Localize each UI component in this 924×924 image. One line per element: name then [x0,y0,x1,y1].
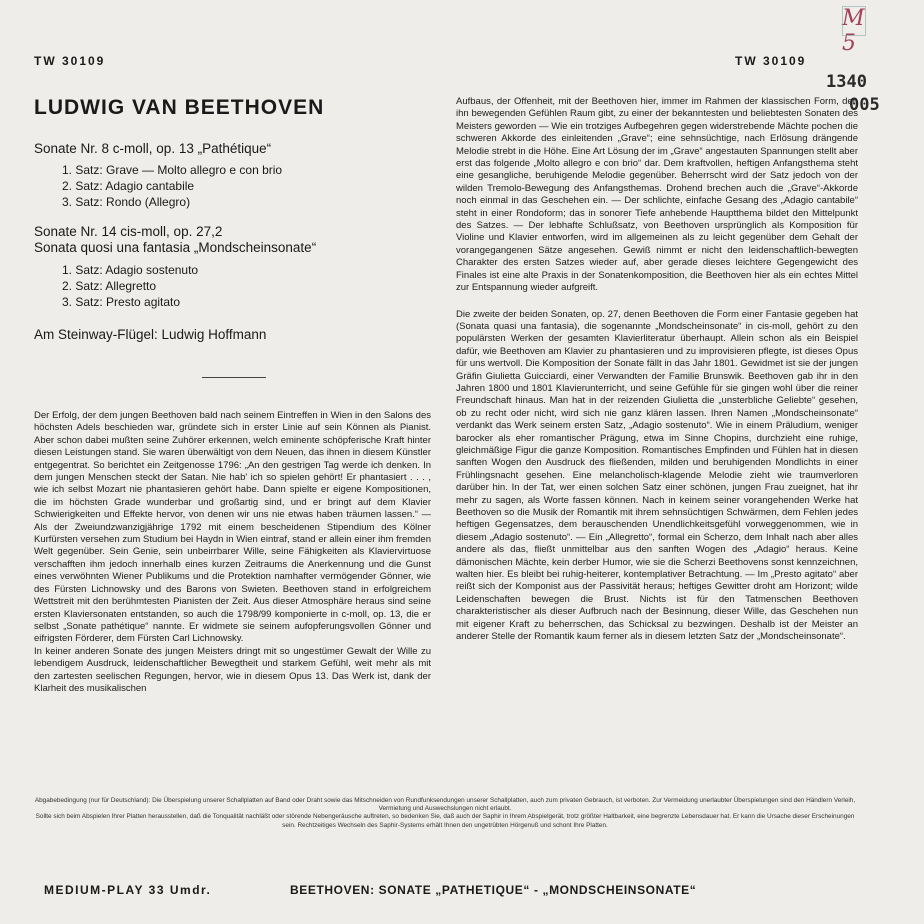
paragraph: Die zweite der beiden Sonaten, op. 27, denen Beethoven die Form einer Fantasie gegeben hat (Sonata quasi una fantasia), die sogenannte „Mondscheinsonate“ in cis-moll, gehört zu den populärsten Werken der gesamten Klavierliteratur überhaupt. Allein schon als ein Beispiel dafür, wie Beethoven am Klavier zu phantasieren und zu improvisieren pflegte, ist dieses Opus für uns wertvoll. Die Komposition der Sonate fällt in das Jahr 1801. Gewidmet ist sie der jungen Gräfin Giulietta Guicciardi, einer Verwandten der Familie Brunswik. Beethoven gab ihr in den Jahren 1800 und 1801 Klavierunterricht, und seine Gefühle für sie gingen wohl über die reiner Freundschaft hinaus. Man hat in der reizenden Giulietta die „unsterbliche Geliebte“ gesehen, ob zu recht oder nicht, wird sich nie ganz klären lassen. Ihren Namen „Mondscheinsonate“ verdankt das Werk seinem ersten Satz, „Adagio sostenuto“. Wie in einem Präludium, weniger barocker als eher romantischer Prägung, etwa im Sinne Chopins, durchzieht eine ruhige, gleichmäßige Figur die ganze Komposition. Romantisches Empfinden und Fühlen hat in diesen sanften Wogen den Ausdruck des fließenden, milden und beruhigenden Mondlichts in einer Frühlingsnacht gesehen. Eine melancholisch-klagende Melodie zieht wie traumverloren darüber hin. In der Tat, wer einen solchen Satz einer schönen, jungen Frau zueignet, hat ihr mehr zu sagen, als Worte fassen können. Nach in keinem seiner vorangehenden Werke hat Beethoven so die Musik der Romantik mit ihrem sehnsüchtigen Schwärmen, dem Fehlen jedes heftigen Gegensatzes, dem berauschenden Unendlichkeitsgefühl vorweggenommen, wie in diesem „Adagio sostenuto“. — Ein „Allegretto“, formal ein Scherzo, dem Inhalt nach aber alles andere als das, fließt unmittelbar aus den sanften Wogen des „Adagio“ heraus. Keine dämonischen Mächte, kein derber Humor, wie sie die Scherzi Beethovens sonst kennzeichnen, walten hier. Es bleibt bei ruhig-heiterer, kontemplativer Betrachtung. — Im „Presto agitato“ aber reißt sich der Komponist aus der Passivität heraus; heftiges Gewitter droht am Horizont; wilde Leidenschaften bewegen die Brust. Nichts ist für den Tatmenschen Beethoven charakteristischer als dieser Aufbruch nach der Besinnung, dieser Wille, das Geschehen nun mit eigener Kraft zu beherrschen, das Schicksal zu bezwingen. Deshalb ist der Meister an anderer Stelle der Romantik kaum ferner als in diesem letzten Satz der „Mondscheinsonate“. [456,308,858,643]
movement-item: 2. Satz: Allegretto [62,279,157,293]
pencil-mark-text: M 5 [842,6,873,56]
movement-item: 1. Satz: Adagio sostenuto [62,263,199,277]
sonata-1-movements [34,162,414,210]
handwritten-suffix: 005 [849,95,880,115]
movement-item: 1. Satz: Grave — Molto allegro e con brio [62,163,283,177]
care-paragraph: Sollte sich beim Abspielen Ihrer Platten herausstellen, daß die Tonqualität nachläßt oder störende Nebengeräusche auftreten, so bedenken Sie, daß auch der Saphir in Ihrem Abspielgerät, trotz größter Haltbarkeit, eine begrenzte Lebensdauer hat. Er kann die Ursache dieser Erscheinungen sein. Rechtzeitiges Wechseln des Saphir-Systems erhält Ihnen den ungetrübten Hörgenuß und schont Ihre Platten. [35,813,855,829]
composer-heading: LUDWIG VAN BEETHOVEN [34,96,325,119]
terms-paragraph: Abgabebedingung (nur für Deutschland): Die Überspielung unserer Schallplatten auf Band oder Draht sowie das Mitschneiden von Rundfunksendungen unserer Schallplatten, auch zum privaten Gebrauch, ist verboten. Zur Vermeidung unerlaubter Überspielungen sind den Händlern Verleih, Vermietung und Auswechslungen nicht erlaubt. [34,797,856,813]
terms-fine-print [34,797,856,830]
handwritten-number: 1340 [826,72,867,92]
catalog-number-right: TW 30109 [735,54,807,68]
liner-notes-right-column [456,96,858,643]
pencil-mark [842,6,906,56]
paragraph: In keiner anderen Sonate des jungen Meisters dringt mit so ungestümer Gewalt der Wille zu lebendigem Ausdruck, leidenschaftlicher Bewegtheit und starkem Gefühl, weit mehr als mit den zartesten seelischen Regungen, hervor, wie in diesem Opus 13. Das Werk ist, dank der Klarheit des musikalischen [34,645,431,694]
catalog-number-left: TW 30109 [34,54,106,68]
paragraph: Aufbaus, der Offenheit, mit der Beethoven hier, immer im Rahmen der klassischen Form, den ihn bewegenden Gefühlen Raum gibt, zu einer der bekanntesten und beliebtesten Sonaten des Meisters geworden — Wie ein trotziges Aufbegehren gegen widerstrebende Mächte pochen die schweren Akkorde des einleitenden „Grave“; eine sehnsüchtige, nach Erlösung drängende Melodie strebt in die Höhe. Eine Art Lösung der im „Grave“ angestauten Spannungen stellt aber erst das folgende „Molto allegro e con brio“ dar. Dem kraftvollen, heftigen Anfangsthema steht eine gesangliche, beruhigende Melodie gegenüber. Beherrscht wird der Satz jedoch von der wilden Tremolo-Bewegung des Anfangsthemas. Drohend brechen auch die „Grave“-Akkorde noch einmal in das Geschehen ein. — Der schlichte, einfache Gesang des „Adagio cantabile“ steht in einer Rondoform; das in sonorer Tiefe anhebende Hauptthema bildet den Mittelpunkt des Satzes. — Der lebhafte Schlußsatz, von Beethoven ursprünglich als Komposition für Violine und Klavier entworfen, wird im allgemeinen als zu leicht gegenüber dem Gehalt der vorangegangenen Sätze angesehen. Gewiß nimmt er nicht den leidenschaftlich-bewegten Charakter des ersten Satzes wieder auf, aber gerade dieses leichtere Gegengewicht des Finales ist eine alte Praxis in der Sonatenkomposition, die Beethoven hier als ein echtes Mittel zur Entspannung wieder aufgreift. [456,96,858,294]
sonata-2-movements [34,262,414,310]
section-divider [202,377,266,378]
sonata-1-title: Sonate Nr. 8 c-moll, op. 13 „Pathétique“ [34,141,272,156]
sonata-2-block [34,224,414,310]
footer-title: BEETHOVEN: SONATE „PATHETIQUE“ - „MONDSCHEINSONATE“ [290,883,697,897]
movement-item: 2. Satz: Adagio cantabile [62,179,195,193]
record-format: MEDIUM-PLAY 33 Umdr. [44,883,212,897]
paragraph: Der Erfolg, der dem jungen Beethoven bald nach seinem Eintreffen in Wien in den Salons des höchsten Adels beschieden war, gründete sich in erster Linie auf sein Können als Pianist. Aber schon dabei mußten seine Zuhörer erkennen, welch eminente schöpferische Kraft hinter diesen Leistungen stand. Sie waren überwältigt von dem Neuen, das ihnen in diesem Künstler entgegentrat. So berichtet ein Zeitgenosse 1796: „An den gestrigen Tag werde ich denken. In dem jungen Menschen steckt der Satan. Nie hab' ich so spielen gehört! Er phantasiert . . . , wie ich selbst Mozart nie phantasieren gehört habe. Dann spielte er eigene Kompositionen, die im höchsten Grade wunderbar und großartig sind, und er bringt auf dem Klavier Schwierigkeiten und Effekte hervor, von denen wir uns nie etwas haben träumen lassen.“ — Als der Zweiundzwanzigjährige 1792 mit einem bescheidenen Stipendium des Kölner Kurfürsten versehen zum Studium bei Haydn in Wien eintraf, stand er allein einer ihm fremden Welt gegenüber. Sein Genie, sein unbeirrbarer Wille, seine Fähigkeiten als Klaviervirtuose verschafften ihm jedoch innerhalb eines kurzen Zeitraums die Anerkennung und die Gunst eines verwöhnten Wiener Publikums und die Protektion namhafter vermögender Gönner, wie des Fürsten Lichnowsky und des Barons von Swieten. Beethoven stand in erfolgreichem Wettstreit mit den berühmtesten Pianisten der Zeit. Aus dieser Atmosphäre heraus sind seine ersten Klaviersonaten entstanden, so auch die 1798/99 komponierte in c-moll, op. 13, die er selbst „Sonate pathétique“ nannte. Er widmete sie seinem aufopferungsvollen Gönner und eifrigsten Förderer, dem Fürsten Carl Lichnowsky. [34,410,431,645]
pencil-box [842,6,866,36]
sonata-1-block [34,141,414,210]
sonata-2-title: Sonate Nr. 14 cis-moll, op. 27,2 [34,224,223,239]
performer-credit: Am Steinway-Flügel: Ludwig Hoffmann [34,327,267,342]
liner-notes-left-column [34,410,431,695]
movement-item: 3. Satz: Presto agitato [62,295,181,309]
movement-item: 3. Satz: Rondo (Allegro) [62,195,191,209]
sonata-2-subtitle: Sonata quosi una fantasia „Mondscheinsonate“ [34,240,317,255]
